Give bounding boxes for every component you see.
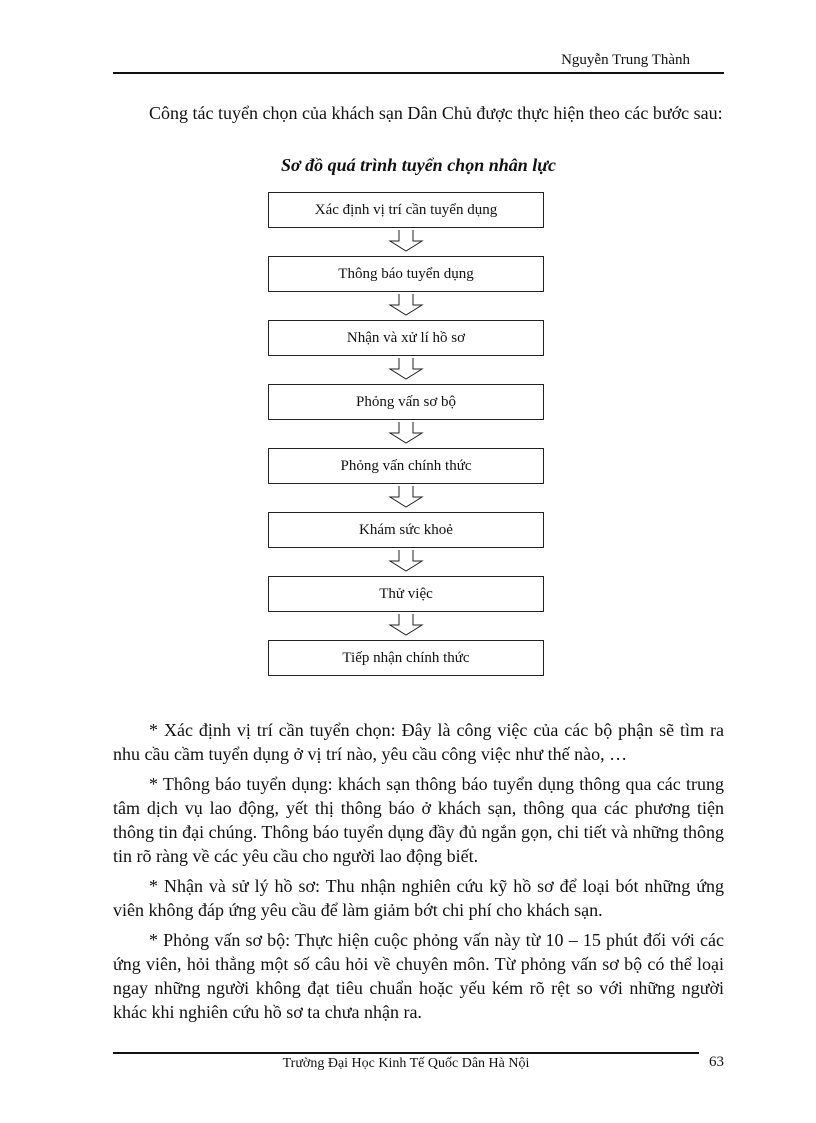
down-arrow-icon xyxy=(388,614,424,636)
down-arrow-icon xyxy=(388,422,424,444)
paragraph-1: * Xác định vị trí cần tuyển chọn: Đây là công việc của các bộ phận sẽ tìm ra nhu cầu cầm tuyển dụng ở vị trí nào, yêu cầu công việc như thế nào, … xyxy=(113,720,724,764)
footer-school: Trường Đại Học Kinh Tế Quốc Dân Hà Nội xyxy=(282,1056,530,1071)
flow-step-5: Phỏng vấn chính thức xyxy=(268,448,544,484)
header-author: Nguyễn Trung Thành xyxy=(561,52,690,68)
header-rule xyxy=(113,72,724,74)
down-arrow-icon xyxy=(388,294,424,316)
flow-step-3: Nhận và xử lí hồ sơ xyxy=(268,320,544,356)
flow-step-8: Tiếp nhận chính thức xyxy=(268,640,544,676)
paragraph-2: * Thông báo tuyển dụng: khách sạn thông báo tuyển dụng thông qua các trung tâm dịch vụ lao động, yết thị thông báo ở khách sạn, thông qua các phương tiện thông tin đại chúng. Thông báo tuyển dụng đầy đủ ngắn gọn, chi tiết và những thông tin rõ ràng về các yêu cầu cho người lao động biết. xyxy=(113,774,724,866)
down-arrow-icon xyxy=(388,550,424,572)
footer-rule xyxy=(113,1052,699,1054)
paragraph-3: * Nhận và sử lý hồ sơ: Thu nhận nghiên cứu kỹ hồ sơ để loại bót những ứng viên không đáp ứng yêu cầu để làm giảm bớt chi phí cho khách sạn. xyxy=(113,876,724,920)
down-arrow-icon xyxy=(388,358,424,380)
paragraph-4: * Phỏng vấn sơ bộ: Thực hiện cuộc phỏng vấn này từ 10 – 15 phút đối với các ứng viên, hỏi thẳng một số câu hỏi về chuyên môn. Từ phỏng vấn sơ bộ có thể loại ngay những người không đạt tiêu chuẩn hoặc yếu kém rõ rệt so với những người khác khi nghiên cứu hồ sơ ta chưa nhận ra. xyxy=(113,930,724,1022)
down-arrow-icon xyxy=(388,230,424,252)
flow-step-6: Khám sức khoẻ xyxy=(268,512,544,548)
page-number: 63 xyxy=(709,1054,724,1070)
down-arrow-icon xyxy=(388,486,424,508)
flow-step-7: Thử việc xyxy=(268,576,544,612)
flowchart-title: Sơ đồ quá trình tuyển chọn nhân lực xyxy=(280,155,557,175)
flow-step-1: Xác định vị trí cần tuyển dụng xyxy=(268,192,544,228)
flow-step-2: Thông báo tuyển dụng xyxy=(268,256,544,292)
intro-paragraph: Công tác tuyển chọn của khách sạn Dân Chủ được thực hiện theo các bước sau: xyxy=(149,103,723,123)
flow-step-4: Phỏng vấn sơ bộ xyxy=(268,384,544,420)
